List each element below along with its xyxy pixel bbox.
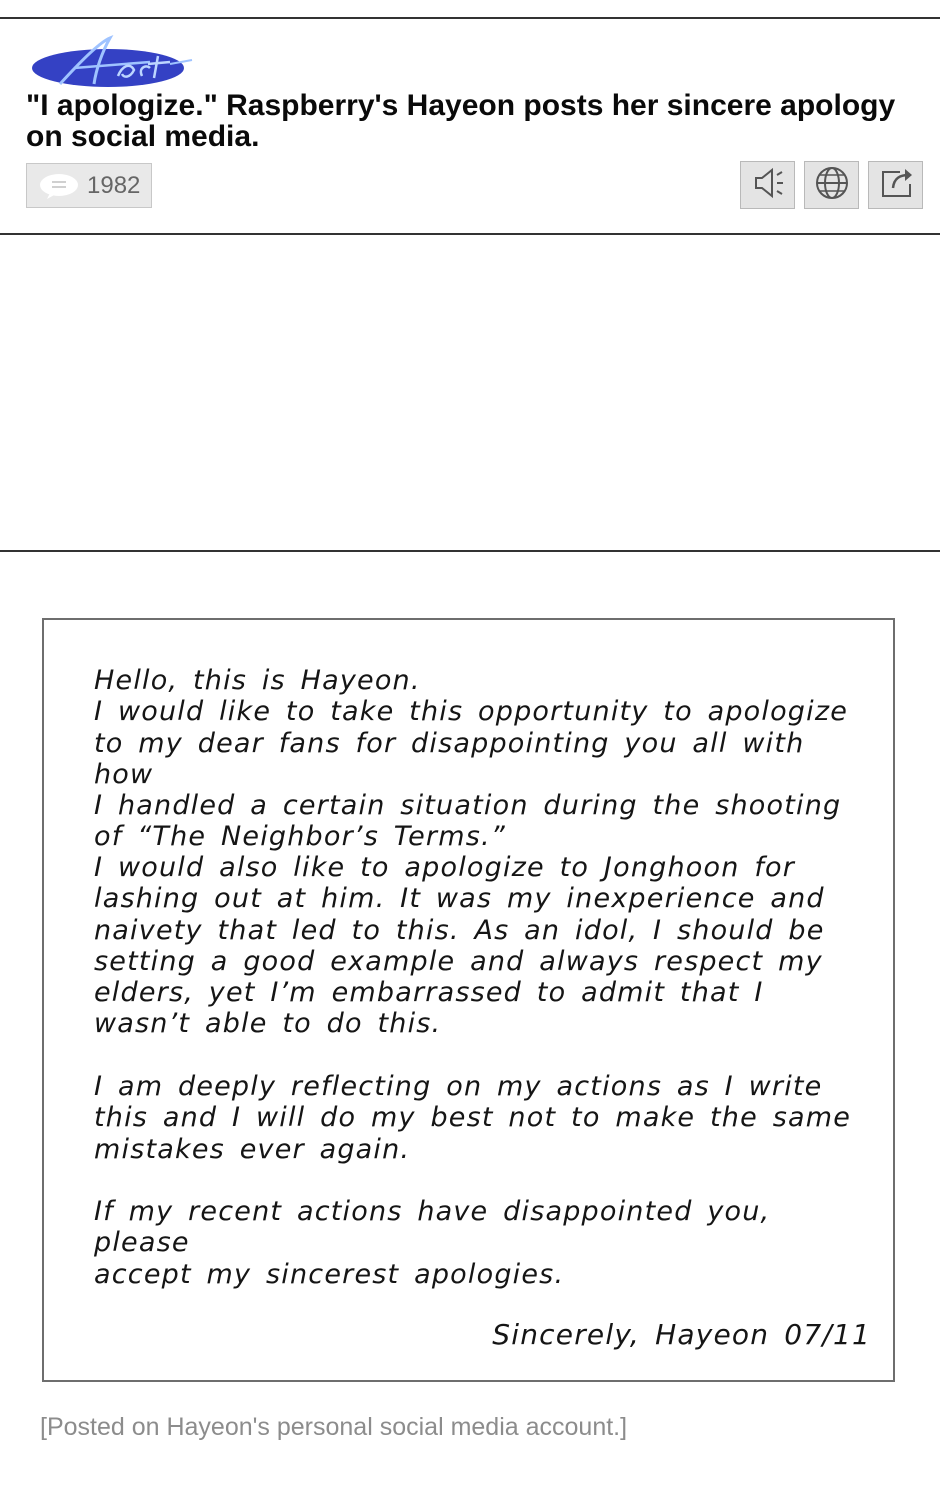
apology-letter [42,618,895,1382]
listen-button[interactable] [740,161,795,209]
article-headline: "I apologize." Raspberry's Hayeon posts her sincere apology on social media. [26,89,896,153]
letter-paragraph-2: I would also like to apologize to Jonghoon for lashing out at him. It was my inexperience and naivety that led to this. As an idol, I should be setting a good example and always respect my elders, yet I’m embarrassed to admit that I wasn’t able to do this. [94,852,825,1040]
globe-icon [813,164,851,207]
comment-count-button[interactable] [26,163,152,208]
header-divider [0,233,940,235]
share-button[interactable] [868,161,923,209]
speaker-icon [748,165,788,206]
afact-logo[interactable] [30,32,200,94]
top-divider [0,17,940,19]
comment-count: 1982 [87,171,141,199]
letter-paragraph-4: If my recent actions have disappointed you, please accept my sincerest apologies. [94,1196,771,1290]
blank-ad-space [0,236,940,550]
content-divider [0,550,940,552]
share-icon [876,164,916,207]
comment-bubble-icon [37,172,81,200]
letter-signature: Sincerely, Hayeon 07/11 [492,1318,871,1351]
letter-paragraph-1: Hello, this is Hayeon. I would like to take this opportunity to apologize to my dear fans for disappointing you all with how I handled a certain situation during the shooting of “The Neighbor’s Terms.” [94,665,849,853]
translate-button[interactable] [804,161,859,209]
letter-paragraph-3: I am deeply reflecting on my actions as I write this and I will do my best not to make the same mistakes ever again. [94,1071,852,1165]
image-caption: [Posted on Hayeon's personal social media account.] [40,1413,628,1441]
